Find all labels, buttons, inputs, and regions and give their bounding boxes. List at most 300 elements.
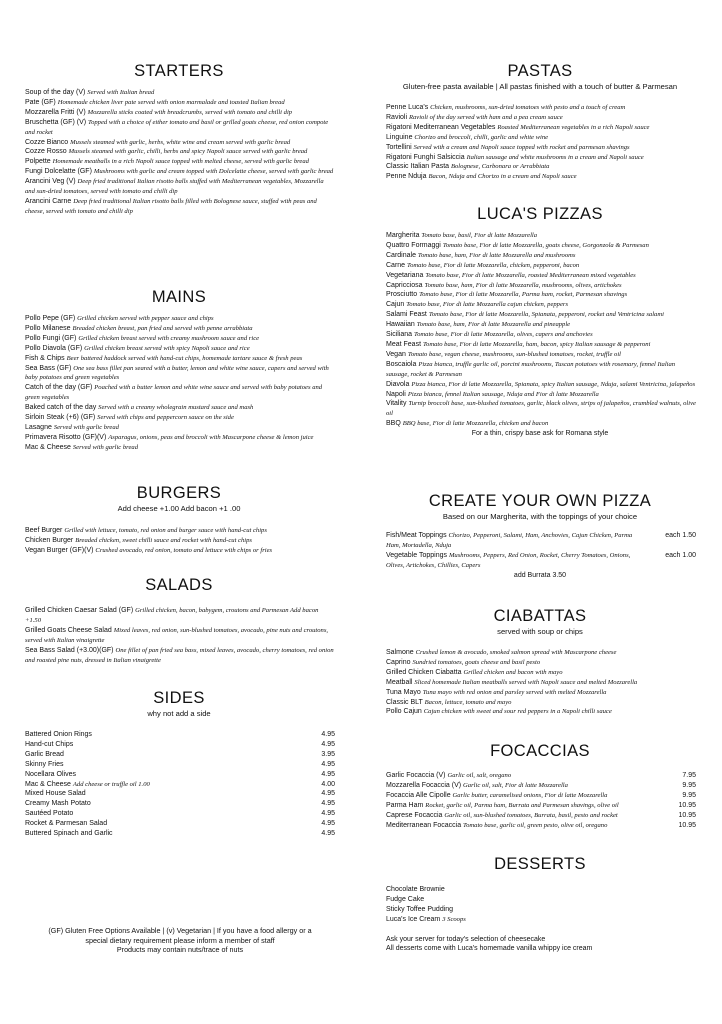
menu-item [25,118,335,138]
menu-item-text [25,88,335,98]
menu-item [25,138,335,148]
menu-item-name: Chicken Burger [25,536,74,544]
menu-item [25,98,335,108]
menu-item-name: Fungi Dolcelatte (GF) [25,168,92,176]
menu-item [25,423,335,433]
menu-item-name: Fudge Cake [386,895,425,903]
menu-item-text [386,172,696,182]
desserts-section [386,855,696,954]
menu-item-desc: Homemade meatballs in a rich Napoli sauce topped with melted cheese, served with garlic bread [52,158,309,166]
menu-item-name: Rigatoni Funghi Salsiccia [386,153,465,161]
menu-item [386,360,696,380]
menu-item [386,419,696,429]
menu-item-text [386,330,696,340]
menu-item-desc: Chorizo, Pepperoni, Salami, Ham, Anchovies, Cajun Chicken, Parma Ham, Mortadella, Nduja [386,532,633,549]
menu-item-name: Arancini Carne [25,197,72,205]
menu-item-desc: One sea bass fillet pan seared with a butter, lemon and white wine sauce, capers and served with baby potatoes and green vegetables [25,364,329,382]
menu-item-name: Carne [386,261,406,269]
menu-item-name: Capricciosa [386,281,423,289]
menu-item [386,791,696,801]
menu-item-name: Bruschetta (GF) (V) [25,118,87,126]
menu-item-desc: Deep fried traditional Italian risotto balls stuffed with Mediterranean vegetables, Mozzarella and sun-dried tomatoes, served with tomato and chilli dip [25,178,324,196]
salads-section [25,576,335,665]
menu-item-desc: Homemade chicken liver pate served with onion marmalade and toasted Italian bread [57,98,285,106]
menu-item-name: Creamy Mash Potato [25,800,91,808]
menu-item-name: Mediterranean Focaccia [386,821,462,829]
sides-subtitle: why not add a side [147,709,211,718]
menu-item-name: BBQ [386,420,401,428]
menu-item-text [25,536,335,546]
menu-item-name: Primavera Risotto (GF)(V) [25,433,107,441]
menu-item [25,750,335,760]
menu-item-price: 9.95 [682,781,696,789]
menu-item [25,646,335,666]
menu-item-desc: Served with garlic bread [72,443,139,451]
menu-item [25,443,335,453]
menu-item-text [25,770,76,780]
mains-list [25,314,335,453]
menu-item-name: Pollo Milanese [25,324,71,332]
sides-list [25,730,335,839]
menu-item [386,162,696,172]
footer-line: special dietary requirement please inform a member of staff [85,935,275,945]
menu-item-price: 4.95 [321,740,335,748]
menu-item-text [386,123,696,133]
menu-item-desc: Tomato base, Fior di latte Mozzarella, goats cheese, Gorgonzola & Parmesan [442,241,649,249]
menu-item-name: Focaccia Alle Cipolle [386,791,451,799]
menu-item-text [386,905,696,915]
menu-item-price: 4.95 [321,770,335,778]
menu-item-desc: Cajun chicken with sweet and sour red peppers in a Napoli chilli sauce [423,708,612,716]
menu-item-name: Sea Bass (GF) [25,364,72,372]
menu-item-text [25,118,335,138]
menu-item-price: 7.95 [682,772,696,779]
menu-item-text [386,791,607,801]
menu-item-desc: Mussels steamed with garlic, chilli, herbs and spicy Napoli sauce served with garlic bread [68,148,308,156]
menu-item-text [386,300,696,310]
menu-item-name: Cozze Rosso [25,148,67,156]
menu-item-text [386,678,696,688]
menu-item [25,147,335,157]
menu-item-price: 4.95 [321,800,335,808]
menu-item-name: Prosciutto [386,291,418,299]
menu-item-desc: BBQ base, Fior di latte Mozzarella, chicken and bacon [402,420,549,428]
menu-item-desc: Tomato base, Fior di latte Mozzarella, Parma ham, rocket, Parmesan shavings [419,291,628,299]
menu-item-text [386,419,696,429]
menu-item-name: Tuna Mayo [386,688,421,696]
mains-title: MAINS [151,288,207,306]
menu-item-name: Quattro Formaggi [386,241,441,249]
menu-item [25,730,335,740]
menu-item [25,177,335,197]
menu-item [386,698,696,708]
menu-item [25,88,335,98]
menu-item-name: Hawaiian [386,321,415,329]
menu-item-name: Rigatoni Mediterranean Vegetables [386,123,496,131]
menu-item-text [25,147,335,157]
menu-item [25,526,335,536]
menu-item-name: Cozze Bianco [25,138,69,146]
menu-item-text [25,443,335,453]
menu-item-name: Siciliana [386,331,413,339]
menu-item-name: Pate (GF) [25,98,56,106]
menu-item-name: Skinny Fries [25,760,64,768]
menu-item-text [386,133,696,143]
menu-item [386,811,696,821]
menu-item-desc: Asparagus, onions, peas and broccoli with Mascarpone cheese & lemon juice [108,433,314,441]
focaccias-list [386,771,696,830]
menu-item-text [386,350,696,360]
menu-item-text [25,324,335,334]
menu-item-text [25,344,335,354]
menu-item-desc: Mushrooms with garlic and cream topped with Dolcelatte cheese, served with garlic bread [93,168,334,176]
menu-item [386,271,696,281]
menu-item [386,123,696,133]
menu-item-text [386,360,696,380]
menu-item-price: 9.95 [682,791,696,799]
menu-item-desc: Grilled with lettuce, tomato, red onion and burger sauce with hand-cut chips [64,527,267,534]
menu-item-desc: Tomato base, garlic oil, green pesto, olive oil, oregano [463,821,608,829]
menu-item [25,606,335,626]
menu-item-desc: Tomato base, Fior di latte Mozzarella, chicken, pepperoni, bacon [407,261,580,269]
sides-section [25,689,335,839]
pastas-section [386,62,696,182]
menu-item-desc: Bolognese, Carbonara or Arrabbiata [450,163,550,171]
menu-item-name: Meatball [386,678,413,686]
menu-item [25,108,335,118]
menu-item-name: Pollo Fungi (GF) [25,334,77,342]
menu-item-price: 10.95 [678,821,696,829]
menu-item [386,300,696,310]
menu-item-desc: Rocket, garlic oil, Parma ham, Burrata and Parmesan shavings, olive oil [425,801,619,809]
menu-item-desc: Tuna mayo with red onion and parsley served with melted Mozzarella [422,688,607,696]
burgers-list [25,526,335,556]
pastas-title: PASTAS [507,62,573,80]
desserts-note: All desserts come with Luca's homemade vanilla whippy ice cream [386,945,593,953]
menu-item [25,546,335,556]
menu-item [25,324,335,334]
menu-item-text [25,789,86,799]
menu-item-text [386,251,696,261]
menu-item-desc: Mushrooms, Peppers, Red Onion, Rocket, Cherry Tomatoes, Onions, Olives, Artichokes, Chillies, Capers [386,551,631,569]
menu-item-name: Battered Onion Rings [25,731,92,738]
menu-item [386,113,696,123]
menu-item [386,143,696,153]
menu-item-name: Caprese Focaccia [386,811,443,819]
menu-item [386,895,696,905]
menu-item [386,251,696,261]
menu-item-name: Hand-cut Chips [25,740,74,748]
menu-item-desc: Pizza bianca, Fior di latte Mozzarella, Spianata, spicy Italian sausage, Nduja, salami Ventricina, jalapeños [411,380,696,388]
desserts-title: DESSERTS [494,855,586,873]
menu-item-name: Arancini Veg (V) [25,178,76,186]
menu-item-name: Cajun [386,301,405,309]
mains-section [25,288,335,453]
menu-item-text [386,271,696,281]
menu-item-name: Grilled Goats Cheese Salad [25,626,112,634]
menu-item-desc: Tomato base, ham, Fior di latte Mozzarella and mushrooms [417,251,576,259]
menu-item-text [386,658,696,668]
menu-item [386,885,696,895]
menu-item [386,350,696,360]
menu-item-desc: Breaded chicken breast, pan fried and served with penne arrabbiata [72,324,253,332]
menu-item-price: 4.95 [321,830,335,838]
create-pizza-title: CREATE YOUR OWN PIZZA [428,492,652,510]
menu-item-text [386,885,696,895]
menu-item-text [25,334,335,344]
menu-item-name: Penne Nduja [386,173,427,181]
menu-item-text [386,821,607,831]
desserts-list [386,885,696,925]
menu-item-desc: Tomato base, ham, Fior di latte Mozzarella, mushrooms, olives, artichokes [424,281,622,289]
menu-item-name: Fish/Meat Toppings [386,532,447,539]
menu-item-text [25,177,335,197]
menu-item-text [386,668,696,678]
menu-item-text [25,167,335,177]
menu-item-text [386,310,696,320]
desserts-notes [386,935,696,954]
menu-item-name: Mozzarella Focaccia (V) [386,781,462,789]
menu-item-price: 4.00 [321,780,335,788]
menu-item [386,153,696,163]
footer-line: (GF) Gluten Free Options Available | (v) Vegetarian | If you have a food allergy or a [48,926,312,935]
menu-item-name: Penne Luca's [386,104,429,111]
menu-item-name: Margherita [386,232,420,239]
sides-title: SIDES [153,689,205,707]
burgers-section [25,484,335,556]
menu-item-text [25,526,335,536]
starters-list [25,88,335,217]
menu-item [386,668,696,678]
pastas-list [386,103,696,182]
menu-item-name: Classic Italian Pasta [386,163,450,171]
menu-item-price: 4.95 [321,790,335,798]
starters-section [25,62,335,217]
menu-item-desc: Grilled chicken served with pepper sauce and chips [77,315,214,322]
menu-item-name: Soup of the day (V) [25,89,86,96]
menu-item-desc: Served with Italian bread [87,89,155,96]
menu-item-text [386,113,696,123]
menu-item-name: Classic BLT [386,698,423,706]
menu-item-desc: Bacon, Nduja and Chorizo in a cream and Napoli sauce [428,173,577,181]
menu-item-text [386,241,696,251]
menu-item [386,133,696,143]
menu-item-text [25,413,335,423]
menu-item-text [25,546,335,556]
allergy-footer [25,926,335,955]
menu-item [25,799,335,809]
menu-item-name: Sirloin Steak (+6) (GF) [25,414,96,422]
menu-item [386,330,696,340]
menu-item-desc: Served with a creamy wholegrain mustard sauce and mash [98,404,254,412]
menu-item [386,531,696,551]
menu-item-price: 10.95 [678,801,696,809]
menu-item-desc: Garlic oil, sun-blushed tomatoes, Burrata, basil, pesto and rocket [444,811,618,819]
menu-item [386,172,696,182]
menu-item-name: Vegetable Toppings [386,551,447,559]
menu-item [25,364,335,384]
pizzas-section [386,205,696,439]
menu-item-text [386,531,648,551]
menu-item-desc: Mixed leaves, red onion, sun-blushed tomatoes, avocado, pine nuts and croutons, served with Italian vinaigrette [25,626,329,644]
menu-item-desc: Grilled chicken breast served with creamy mushroom sauce and rice [78,334,260,342]
menu-item-text [25,354,335,364]
menu-item-desc: Beer battered haddock served with hand-cut chips, homemade tartare sauce & fresh peas [66,354,303,362]
menu-item [386,241,696,251]
menu-item [25,344,335,354]
burgers-title: BURGERS [136,484,222,502]
menu-item-text [386,103,696,113]
menu-item-desc: Crushed avocado, red onion, tomato and lettuce with chips or fries [95,546,273,554]
menu-item-name: Caprino [386,658,411,666]
menu-item [386,658,696,668]
menu-item-desc: Add cheese or truffle oil 1.00 [72,780,150,788]
menu-item [386,781,696,791]
menu-item-desc: Tomato base, basil, Fior di latte Mozzarella [421,232,538,239]
menu-item [25,789,335,799]
menu-item [25,314,335,324]
menu-item-desc: Tomato base, Fior di latte Mozzarella cajun chicken, peppers [406,301,569,309]
menu-item-name: Vegetariana [386,271,424,279]
menu-item-desc: Mussels steamed with garlic, herbs, white wine and cream served with garlic bread [70,138,291,146]
salads-title: SALADS [145,576,213,594]
menu-item-desc: Italian sausage and white mushrooms in a cream and Napoli sauce [466,153,644,161]
pizzas-note: For a thin, crispy base ask for Romana style [471,430,609,438]
menu-item-desc: One fillet of pan fried sea bass, mixed leaves, avocado, cherry tomatoes, red onion and roasted pine nuts, dressed in Italian vinaigrette [25,646,334,664]
ciabattas-section [386,607,696,717]
menu-item-name: Vegan Burger (GF)(V) [25,546,94,554]
pizzas-title: LUCA'S PIZZAS [477,205,603,223]
menu-item-text [25,760,64,770]
menu-item-text [386,771,511,781]
menu-item [386,261,696,271]
menu-item-desc: Pizza bianca, fennel Italian sausage, Nduja and Fior di latte Mozzarella [407,390,599,398]
menu-item-name: Mac & Cheese [25,780,71,788]
menu-item-text [25,750,64,760]
menu-item [25,626,335,646]
menu-item-text [25,423,335,433]
menu-item [25,433,335,443]
create-pizza-list [386,531,696,571]
menu-item-desc: Topped with a choice of either tomato and basil or grilled goats cheese, red onion compote and rocket [25,118,329,136]
menu-item [25,829,335,839]
menu-item-name: Cardinale [386,251,416,259]
menu-item-name: Beef Burger [25,527,63,534]
menu-item-text [386,162,696,172]
menu-item [386,103,696,113]
ciabattas-list [386,648,696,717]
menu-item-text [25,646,335,666]
menu-item [25,809,335,819]
focaccias-title: FOCACCIAS [490,742,590,760]
desserts-note: Ask your server for today's selection of cheesecake [386,935,546,943]
menu-item-desc: Crushed lemon & avocado, smoked salmon spread with Mascarpone cheese [415,649,617,656]
menu-item [386,281,696,291]
menu-item-name: Baked catch of the day [25,404,97,412]
menu-item-name: Tortellini [386,143,412,151]
menu-item-desc: Tomato base, Fior di latte Mozzarella, olives, capers and anchovies [414,331,593,339]
menu-item-desc: Served with chips and peppercorn sauce on the side [97,414,234,422]
menu-item [386,290,696,300]
menu-item-name: Linguine [386,133,413,141]
menu-item-desc: Tomato base, ham, Fior di latte Mozzarella and pineapple [416,321,571,329]
menu-item-text [25,403,335,413]
menu-item-text [386,281,696,291]
menu-item [386,688,696,698]
menu-item [25,536,335,546]
salads-list [25,606,335,665]
menu-item-desc: Bacon, lettuce, tomato and mayo [424,698,512,706]
pastas-subtitle: Gluten-free pasta available | All pastas finished with a touch of butter & Parmesan [402,82,678,91]
menu-item-text [386,811,618,821]
menu-item-desc: Grilled chicken and bacon with mayo [463,668,563,676]
menu-item [25,157,335,167]
menu-item-name: Mac & Cheese [25,443,71,451]
menu-item-text [386,231,696,241]
menu-item-name: Diavola [386,380,410,388]
menu-item-text [386,390,696,400]
create-pizza-section [386,492,696,580]
footer-line: Products may contain nuts/trace of nuts [116,945,244,955]
menu-item-text [386,915,696,925]
menu-item-name: Salami Feast [386,311,427,319]
menu-item [25,197,335,217]
menu-item-name: Boscaiola [386,360,417,368]
menu-item-desc: Served with garlic bread [53,423,119,431]
menu-item [25,167,335,177]
menu-item [386,821,696,831]
menu-item [25,354,335,364]
menu-item-name: Vegan [386,350,406,358]
menu-item-text [386,648,696,658]
menu-item-desc: 3 Scoops [442,915,466,923]
menu-item-text [25,157,335,167]
menu-item [386,320,696,330]
menu-item-desc: Tomato base, Fior di latte Mozzarella, ham, bacon, spicy Italian sausage & pepperoni [422,340,651,348]
menu-item-text [386,153,696,163]
menu-item-text [386,290,696,300]
menu-item-text [25,383,335,403]
menu-item-desc: Chorizo and broccoli, chilli, garlic and white wine [414,133,549,141]
menu-item [386,390,696,400]
menu-item-name: Chocolate Brownie [386,886,445,893]
menu-item-desc: Breaded chicken, sweet chilli sauce and rocket with hand-cut chips [75,536,252,544]
menu-item-name: Nocellara Olives [25,770,76,778]
menu-item [386,915,696,925]
menu-item-name: Garlic Bread [25,750,64,758]
menu-item-name: Parma Ham [386,801,424,809]
menu-item-desc: Tomato base, vegan cheese, mushrooms, sun-blushed tomatoes, rocket, truffle oil [407,350,621,358]
menu-item-text [386,143,696,153]
menu-item-text [25,98,335,108]
menu-item [25,760,335,770]
menu-item-text [25,829,113,839]
menu-item [25,770,335,780]
menu-item-price: 4.95 [321,731,335,738]
menu-item-text [386,399,696,419]
menu-item-name: Buttered Spinach and Garlic [25,830,113,838]
menu-item-name: Garlic Focaccia (V) [386,772,446,779]
menu-item-name: Grilled Chicken Caesar Salad (GF) [25,607,134,614]
menu-item [25,780,335,790]
menu-item-text [25,626,335,646]
starters-title: STARTERS [134,62,224,80]
menu-item-text [386,261,696,271]
menu-item-text [25,730,92,740]
menu-item-desc: Grilled chicken breast served with spicy Napoli sauce and rice [84,344,250,352]
menu-item-name: Mixed House Salad [25,790,86,798]
menu-item-name: Sautéed Potato [25,810,74,818]
